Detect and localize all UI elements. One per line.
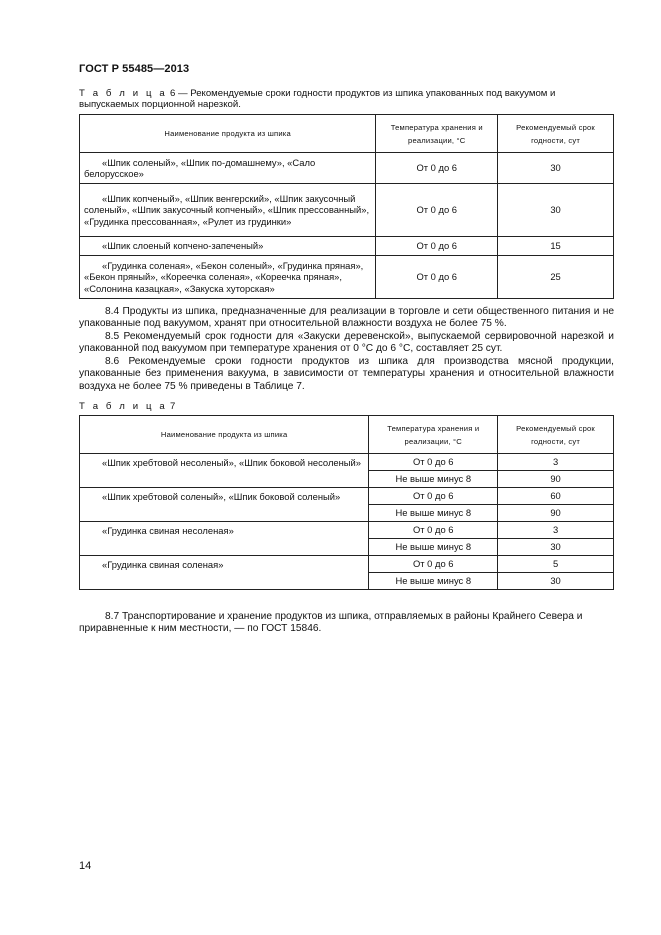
table6-row-name: «Шпик соленый», «Шпик по-домашнему», «Сало белорусское»: [80, 153, 376, 184]
table6-caption-number: 6: [169, 88, 176, 99]
table6: [79, 114, 614, 299]
table6-row-temp: От 0 до 6: [376, 184, 498, 237]
table6-header-row: [80, 115, 614, 153]
paragraph-8-7: 8.7 Транспортирование и хранение продуктов из шпика, отправляемых в районы Крайнего Севера и приравненные к ним местности, — по ГОСТ 15846.: [79, 611, 583, 635]
table6-row-temp: От 0 до 6: [376, 153, 498, 184]
table6-row-life: 15: [498, 237, 614, 256]
table7-row-temp: От 0 до 6: [369, 556, 498, 573]
table-row: [80, 488, 614, 505]
paragraph-8-6: 8.6 Рекомендуемые сроки годности продуктов из шпика для производства мясной продукции, упакованные без применения вакуума, в зависимости от температуры хранения и относительной влажности воздуха не более 75 % приведены в Таблице 7.: [79, 356, 614, 392]
table6-row-name: «Грудинка соленая», «Бекон соленый», «Грудинка пряная», «Бекон пряный», «Кореечка соленая», «Кореечка пряная», «Солонина казацкая», «Закуска хуторская»: [80, 256, 376, 299]
table7-row-temp: От 0 до 6: [369, 522, 498, 539]
table6-caption-text: — Рекомендуемые сроки годности продуктов из шпика упакованных под вакуумом и выпускаемых порционной нарезкой.: [79, 88, 556, 110]
table-row: [80, 556, 614, 573]
table7-col-name: Наименование продукта из шпика: [80, 416, 369, 454]
table-row: [80, 522, 614, 539]
table6-col-name: Наименование продукта из шпика: [80, 115, 376, 153]
table7-row-life: 3: [498, 522, 614, 539]
table6-caption-label: Т а б л и ц а: [79, 88, 168, 99]
table7-row-temp: Не выше минус 8: [369, 539, 498, 556]
paragraph-8-5: 8.5 Рекомендуемый срок годности для «Закуски деревенской», выпускаемой сервировочной нарезкой и упакованной под вакуумом при температуре хранения от 0 °С до 6 °С, составляет 25 сут.: [79, 331, 614, 355]
table6-col-life: Рекомендуемый срок годности, сут: [498, 115, 614, 153]
table7-col-temp: Температура хранения и реализации, °С: [369, 416, 498, 454]
table7-row-life: 30: [498, 573, 614, 590]
document-header: ГОСТ Р 55485—2013: [79, 63, 190, 75]
table7-row-life: 3: [498, 454, 614, 471]
table7-header-row: [80, 416, 614, 454]
table7-row-temp: От 0 до 6: [369, 488, 498, 505]
table7-row-life: 90: [498, 471, 614, 488]
table7-row-temp: Не выше минус 8: [369, 471, 498, 488]
table-row: [80, 256, 614, 299]
table7-row-temp: Не выше минус 8: [369, 505, 498, 522]
table7-row-life: 30: [498, 539, 614, 556]
table7-caption-number: 7: [169, 401, 176, 412]
table7-group-name: «Шпик хребтовой несоленый», «Шпик боковой несоленый»: [80, 454, 369, 488]
table7-col-life: Рекомендуемый срок годности, сут: [498, 416, 614, 454]
paragraph-8-4: 8.4 Продукты из шпика, предназначенные для реализации в торговле и сети общественного питания и не упакованные под вакуумом, хранят при относительной влажности воздуха не более 75 %.: [79, 306, 614, 330]
table6-row-temp: От 0 до 6: [376, 237, 498, 256]
table7: [79, 415, 614, 590]
table7-row-temp: Не выше минус 8: [369, 573, 498, 590]
table7-group-name: «Грудинка свиная несоленая»: [80, 522, 369, 556]
table7-group-name: «Грудинка свиная соленая»: [80, 556, 369, 590]
table7-row-life: 90: [498, 505, 614, 522]
table6-row-name: «Шпик слоеный копчено-запеченый»: [80, 237, 376, 256]
table-row: [80, 184, 614, 237]
table7-caption-label: Т а б л и ц а: [79, 401, 168, 412]
table6-col-temp: Температура хранения и реализации, °С: [376, 115, 498, 153]
table6-row-life: 30: [498, 153, 614, 184]
table6-caption: [79, 88, 614, 110]
page-number: 14: [79, 860, 92, 872]
table6-row-life: 25: [498, 256, 614, 299]
table7-row-life: 5: [498, 556, 614, 573]
table6-row-life: 30: [498, 184, 614, 237]
table-row: [80, 153, 614, 184]
table7-group-name: «Шпик хребтовой соленый», «Шпик боковой соленый»: [80, 488, 369, 522]
table7-row-temp: От 0 до 6: [369, 454, 498, 471]
table6-row-temp: От 0 до 6: [376, 256, 498, 299]
table7-row-life: 60: [498, 488, 614, 505]
table-row: [80, 454, 614, 471]
table7-caption: [79, 401, 175, 412]
table6-row-name: «Шпик копченый», «Шпик венгерский», «Шпик закусочный соленый», «Шпик закусочный копченый», «Шпик прессованный», «Грудинка прессованная», «Рулет из грудинки»: [80, 184, 376, 237]
table-row: [80, 237, 614, 256]
